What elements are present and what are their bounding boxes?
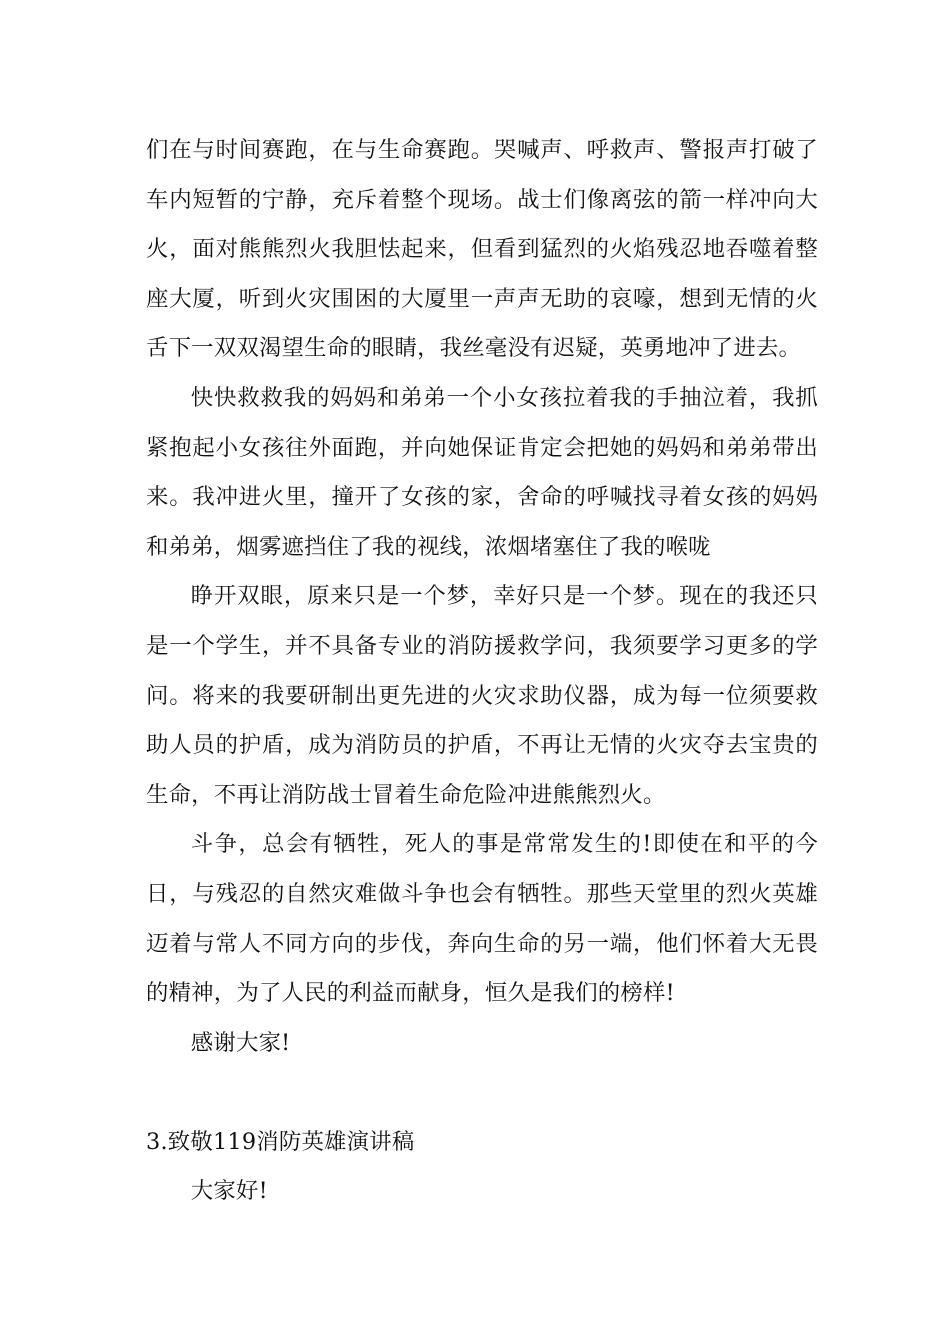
paragraph-girl-rescue: 快快救救我的妈妈和弟弟一个小女孩拉着我的手抽泣着，我抓紧抱起小女孩往外面跑，并向她保证肯定会把她的妈妈和弟弟带出来。我冲进火里，撞开了女孩的家，舍命的呼喊找寻着女孩的妈妈和弟弟，烟雾遮挡住了我的视线，浓烟堵塞住了我的喉咙 bbox=[146, 384, 818, 560]
paragraph-dream-wakeup: 睁开双眼，原来只是一个梦，幸好只是一个梦。现在的我还只是一个学生，并不具备专业的消防援救学问，我须要学习更多的学问。将来的我要研制出更先进的火灾求助仪器，成为每一位须要救助人员的护盾，成为消防员的护盾，不再让无情的火灾夺去宝贵的生命，不再让消防战士冒着生命危险冲进熊熊烈火。 bbox=[146, 583, 818, 808]
paragraph-sacrifice: 斗争，总会有牺牲，死人的事是常常发生的!即使在和平的今日，与残忍的自然灾难做斗争也会有牺牲。那些天堂里的烈火英雄迈着与常人不同方向的步伐，奔向生命的另一端，他们怀着大无畏的精神，为了人民的利益而献身，恒久是我们的榜样! bbox=[146, 831, 818, 1007]
section-heading: 3.致敬119消防英雄演讲稿 bbox=[146, 1128, 415, 1155]
blank-line bbox=[146, 1068, 818, 1118]
document-body bbox=[146, 126, 818, 1217]
paragraph-continuation: 们在与时间赛跑，在与生命赛跑。哭喊声、呼救声、警报声打破了车内短暂的宁静，充斥着整个现场。战士们像离弦的箭一样冲向大火，面对熊熊烈火我胆怯起来，但看到猛烈的火焰残忍地吞噬着整座大厦，听到火灾围困的大厦里一声声无助的哀嚎，想到无情的火舌下一双双渴望生命的眼睛，我丝毫没有迟疑，英勇地冲了进去。 bbox=[146, 137, 818, 362]
greeting-line: 大家好! bbox=[190, 1178, 268, 1205]
paragraph-thanks: 感谢大家! bbox=[190, 1029, 291, 1056]
